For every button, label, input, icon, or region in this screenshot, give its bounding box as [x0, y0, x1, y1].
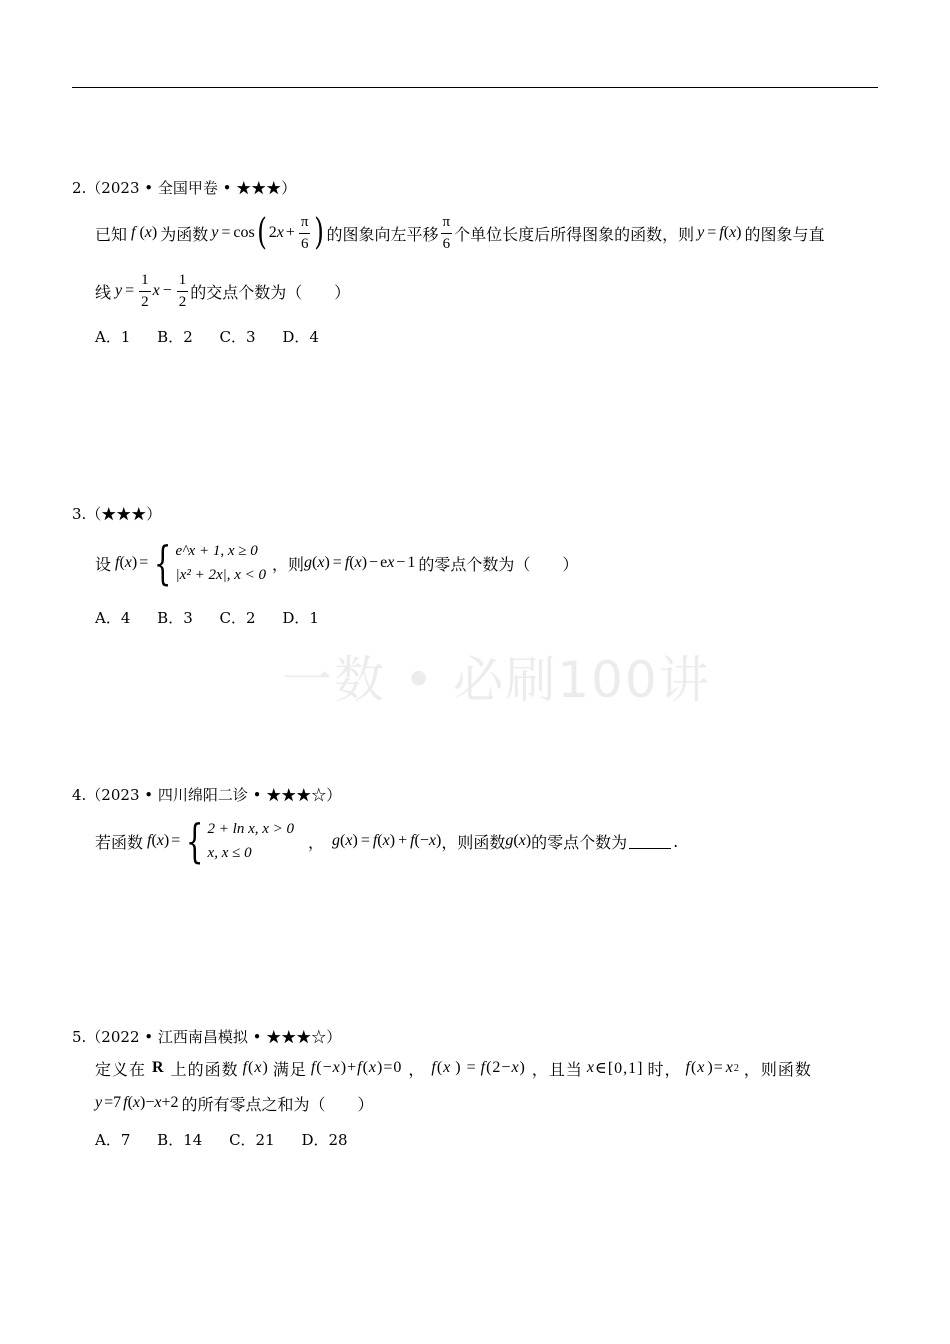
q2-math-paren: ( — [139, 224, 145, 241]
q2-frac-half-2: $\frac{1}{2}$ — [178, 271, 187, 310]
q5-math-x: x — [254, 1059, 263, 1076]
q5-l2-p: ( — [127, 1094, 133, 1111]
q5-math-x5: x — [586, 1059, 595, 1076]
q5-math-eq6: )= — [707, 1059, 724, 1076]
q3-math-ex-x: x — [387, 554, 395, 571]
q5-option-d[interactable]: D．28 — [301, 1131, 348, 1149]
q3-option-c[interactable]: C．2 — [219, 609, 256, 627]
q3-math-geq: = — [332, 554, 342, 571]
q2-option-c[interactable]: C．3 — [219, 328, 256, 346]
q5-math-p3: ( — [436, 1059, 444, 1076]
q2-math-eq2: = — [707, 224, 717, 241]
q5-text-d: ， — [408, 1059, 426, 1079]
q3-math-eq: = — [139, 554, 149, 571]
q5-text-b: 上的函数 — [170, 1059, 239, 1079]
q2-option-a[interactable]: A．1 — [95, 328, 131, 346]
q4-math-f: f — [147, 832, 152, 849]
q5-l2-eq: =7 — [104, 1094, 122, 1111]
q4-math-g: g — [332, 832, 341, 849]
question-5-header: 5.（2022 • 江西南昌模拟 • ★★★☆） — [72, 1028, 342, 1046]
q5-math-x2: x — [368, 1059, 377, 1076]
q5-math-pc: ) — [262, 1059, 269, 1076]
question-3-line-1 — [95, 535, 578, 591]
q2-math-p2: ( — [723, 224, 730, 241]
q3-option-a[interactable]: A．4 — [95, 609, 131, 627]
q3-cases — [176, 539, 266, 587]
q4-math-fpc2: ) — [436, 832, 442, 849]
q3-brace: { — [154, 536, 172, 590]
q3-math-fx2: x — [354, 554, 362, 571]
q3-math-f2: f — [344, 554, 350, 571]
question-2-line-1 — [95, 210, 825, 256]
q3-math-fp2: ( — [349, 554, 355, 571]
q3-math-gp: ( — [312, 554, 318, 571]
q4-cases — [208, 817, 294, 865]
q2-text-e: 的图象与直 — [744, 224, 825, 244]
q5-option-c[interactable]: C．21 — [229, 1131, 275, 1149]
q5-l2-y: y — [95, 1094, 103, 1111]
q5-math-f2: f — [357, 1059, 363, 1076]
q5-option-a[interactable]: A．7 — [95, 1131, 131, 1149]
q4-math-fx2: x — [428, 832, 437, 849]
q5-math-f: f — [242, 1059, 249, 1076]
q4-brace: { — [186, 814, 204, 868]
q5-text-line2: 的所有零点之和为（ ） — [181, 1094, 374, 1114]
q5-l2-minus: )− — [140, 1094, 155, 1111]
q3-text-a: 设 — [95, 554, 112, 574]
q5-math-x4: x — [511, 1059, 520, 1076]
q3-math-one: 1 — [407, 554, 416, 571]
q5-text-f: 时， — [647, 1059, 682, 1079]
q4-math-fp1: ( — [377, 832, 383, 849]
q5-math-x7: x — [725, 1059, 734, 1076]
q3-text-b: ，则 — [272, 554, 305, 574]
q2-math-fx: f — [131, 224, 136, 241]
q2-option-d[interactable]: D．4 — [282, 328, 319, 346]
q3-math-minus2: − — [396, 554, 406, 571]
q4-math-gx2: x — [518, 832, 526, 849]
q2-math-eq: = — [221, 224, 231, 241]
q3-math-gpc: ) — [324, 554, 330, 571]
q4-math-gp: ( — [340, 832, 346, 849]
question-3-header: 3.（★★★） — [72, 505, 162, 523]
q4-math-f1: f — [372, 832, 378, 849]
q5-text-R: R — [152, 1059, 165, 1076]
q5-l2-f: f — [123, 1094, 128, 1111]
q5-l2-x2: x — [154, 1094, 162, 1111]
q2-text-b: 为函数 — [160, 224, 209, 244]
q4-answer-blank[interactable] — [629, 834, 671, 849]
q2-line-eq: = — [125, 282, 135, 299]
question-3-options — [95, 607, 341, 628]
q2-math-2: 2 — [268, 224, 277, 241]
header-rule — [72, 87, 878, 88]
q2-frac-pi6-shift: $\frac{\pi}{6}$ — [442, 213, 451, 252]
q2-math-f2: f — [719, 224, 724, 241]
q2-math-plus: + — [285, 224, 295, 241]
q4-math-gpc2: ) — [525, 832, 532, 849]
q3-math-g: g — [304, 554, 313, 571]
q5-math-eq3: ) = — [455, 1059, 477, 1076]
q4-math-g2: g — [505, 832, 514, 849]
q4-math-gpc: ) — [352, 832, 358, 849]
q5-text-g: ，则函数 — [743, 1059, 812, 1079]
q2-option-b[interactable]: B．2 — [157, 328, 193, 346]
q4-case-2: x, x ≤ 0 — [207, 845, 252, 861]
q2-line-y: y — [115, 282, 123, 299]
q2-math-pc2: ) — [736, 224, 742, 241]
q2-frac-pi6: $\frac{\pi}{6}$ — [300, 213, 309, 252]
watermark: 一数 • 必刷100讲 — [282, 651, 711, 709]
q3-math-minus: − — [369, 554, 379, 571]
question-4-header: 4.（2023 • 四川绵阳二诊 • ★★★☆） — [72, 786, 342, 804]
q2-math-paren-close: ) — [151, 224, 158, 241]
q5-text-a: 定义在 — [95, 1059, 147, 1079]
q5-math-in: ∈[0,1] — [595, 1060, 644, 1077]
q2-math-x2: x — [729, 224, 737, 241]
q5-math-x6: x — [697, 1059, 706, 1076]
q2-math-lparen: ( — [256, 212, 267, 253]
q3-case-1: e^x + 1, x ≥ 0 — [175, 543, 258, 559]
q5-math-p6: ( — [690, 1059, 698, 1076]
q5-text-e: ，且当 — [531, 1059, 583, 1079]
q3-math-ex: e — [380, 554, 388, 571]
q3-math-pc: ) — [131, 554, 138, 571]
q5-l2-plus2: +2 — [161, 1094, 179, 1111]
q5-math-p: ( — [248, 1059, 255, 1076]
q5-math-pc4: ) — [519, 1059, 526, 1076]
q5-math-x3: x — [443, 1059, 452, 1076]
q4-math-gx: x — [345, 832, 353, 849]
q4-text-c: ，则函数 — [441, 832, 506, 852]
q2-math-2x: x — [276, 224, 284, 241]
q5-math-x1: x — [332, 1059, 341, 1076]
q3-math-gx: x — [317, 554, 325, 571]
q2-text-line2-b: 的交点个数为（ ） — [190, 282, 351, 302]
question-5-line-1 — [95, 1055, 812, 1081]
q4-math-pc: ) — [163, 832, 170, 849]
q2-frac-half: $\frac{1}{2}$ — [141, 271, 149, 310]
q4-math-gp2: ( — [513, 832, 519, 849]
q4-math-x: x — [156, 832, 164, 849]
question-2-line-2 — [95, 269, 350, 313]
q5-math-sq: 2 — [733, 1062, 740, 1074]
q4-text-b: ， — [308, 832, 325, 852]
q4-text-a: 若函数 — [95, 832, 144, 852]
question-4-line-1 — [95, 813, 678, 869]
q4-math-geq: = — [360, 832, 370, 849]
q3-option-b[interactable]: B．3 — [157, 609, 193, 627]
q2-text-c: 的图象向左平移 — [326, 224, 439, 244]
q4-case-1: 2 + ln x, x > 0 — [207, 821, 295, 837]
q5-math-eq0: )=0 — [377, 1059, 403, 1076]
q4-math-fx1: x — [382, 832, 390, 849]
q2-line-minus: − — [162, 282, 172, 299]
question-5-options — [95, 1129, 370, 1150]
q5-math-f3: f — [431, 1059, 437, 1076]
q5-math-f1: f — [310, 1059, 317, 1076]
q5-text-c: 满足 — [272, 1059, 307, 1079]
q4-math-fp2: ( — [414, 832, 420, 849]
q2-line-x: x — [152, 282, 160, 299]
q2-math-y: y — [211, 224, 219, 241]
q4-math-f2: f — [410, 832, 415, 849]
q5-math-p4: (2− — [486, 1059, 512, 1076]
q2-math-y2: y — [697, 224, 705, 241]
question-2-header: 2.（2023 • 全国甲卷 • ★★★） — [72, 179, 297, 197]
q2-math-rparen: ) — [314, 212, 325, 253]
q5-math-f6: f — [685, 1059, 691, 1076]
q3-math-f: f — [115, 554, 120, 571]
q5-math-pc1: )+ — [340, 1059, 358, 1076]
q3-option-d[interactable]: D．1 — [282, 609, 319, 627]
q4-math-fpc1: ) — [389, 832, 396, 849]
q5-math-p2: ( — [362, 1059, 369, 1076]
q4-math-eq: = — [171, 832, 181, 849]
q2-math-x: x — [144, 224, 152, 241]
q4-math-plus: + — [398, 832, 408, 849]
q5-option-b[interactable]: B．14 — [157, 1131, 203, 1149]
q3-math-p: ( — [119, 554, 125, 571]
q3-math-x: x — [124, 554, 132, 571]
q2-math-cos: cos — [233, 224, 255, 241]
q5-math-f4: f — [480, 1059, 487, 1076]
q3-math-fpc2: ) — [361, 554, 368, 571]
q4-text-e: . — [673, 831, 679, 851]
q2-text-d: 个单位长度后所得图象的函数，则 — [454, 224, 695, 244]
question-2-options — [95, 326, 341, 347]
q3-text-c: 的零点个数为（ ） — [418, 554, 579, 574]
q5-math-m1: (− — [316, 1059, 333, 1076]
q4-math-p: ( — [151, 832, 157, 849]
question-5-line-2 — [95, 1090, 374, 1116]
q5-l2-x: x — [132, 1094, 141, 1111]
q2-text-a: 已知 — [95, 224, 128, 244]
q4-math-neg: − — [419, 832, 429, 849]
q4-text-d: 的零点个数为 — [531, 832, 628, 852]
q2-text-line2-a: 线 — [95, 282, 112, 302]
q3-case-2: |x² + 2x|, x < 0 — [175, 567, 267, 583]
